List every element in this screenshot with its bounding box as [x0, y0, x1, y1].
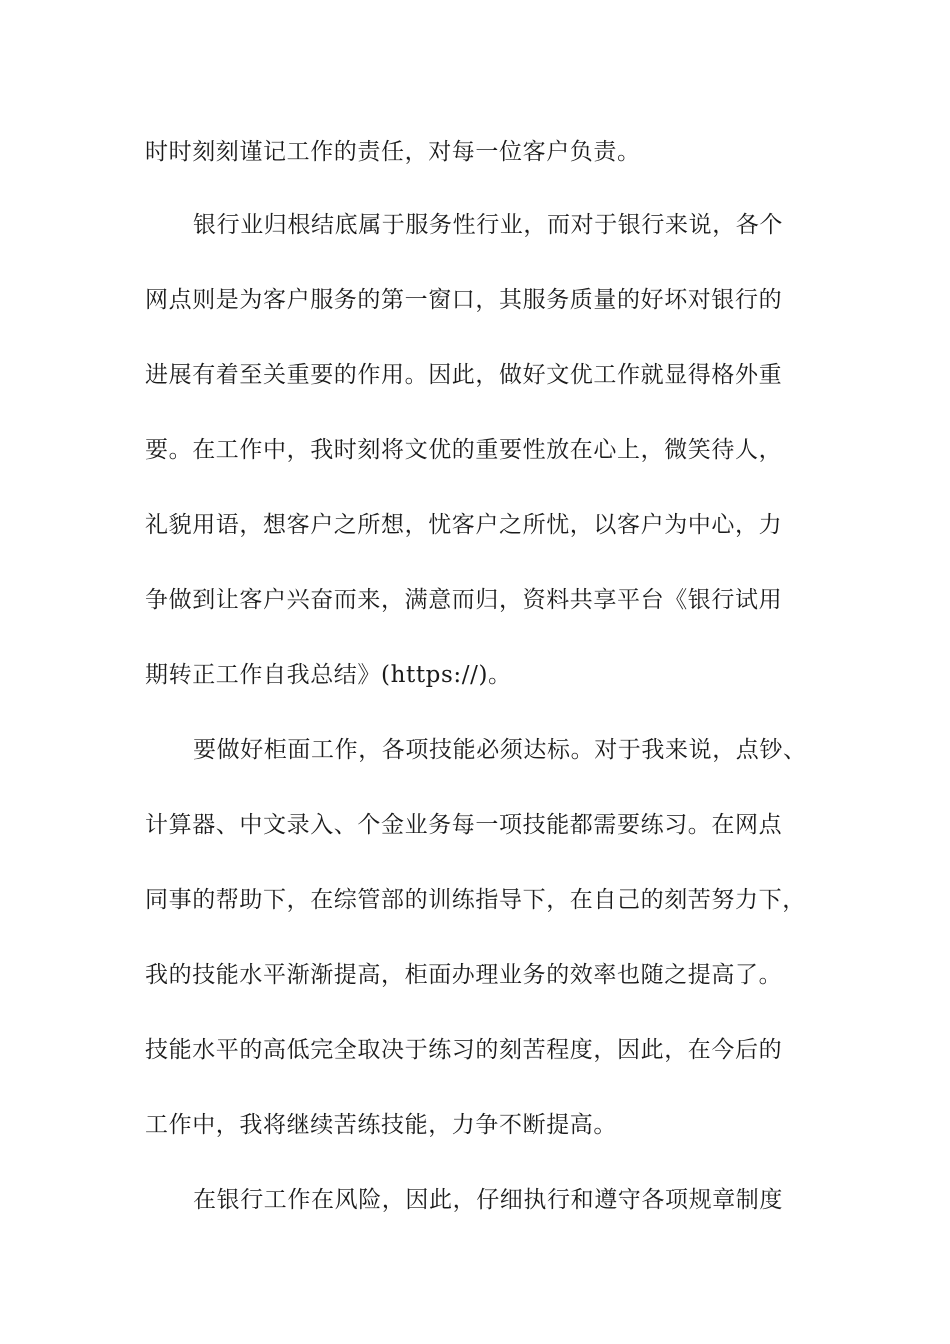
text-line: 期转正工作自我总结》(https://)。: [145, 662, 512, 688]
text-line: 同事的帮助下，在综管部的训练指导下，在自己的刻苦努力下，: [145, 887, 806, 913]
text-line: 我的技能水平渐渐提高，柜面办理业务的效率也随之提高了。: [145, 962, 783, 988]
paragraph-first-line: 银行业归根结底属于服务性行业，而对于银行来说，各个: [193, 212, 783, 238]
text-line: 网点则是为客户服务的第一窗口，其服务质量的好坏对银行的: [145, 287, 783, 313]
text-line: 礼貌用语，想客户之所想，忧客户之所忧，以客户为中心，力: [145, 512, 783, 538]
text-line: 争做到让客户兴奋而来，满意而归，资料共享平台《银行试用: [145, 587, 783, 613]
text-line: 技能水平的高低完全取决于练习的刻苦程度，因此，在今后的: [145, 1037, 783, 1063]
text-line: 计算器、中文录入、个金业务每一项技能都需要练习。在网点: [145, 812, 783, 838]
text-line: 时时刻刻谨记工作的责任，对每一位客户负责。: [145, 139, 641, 165]
text-line: 工作中，我将继续苦练技能，力争不断提高。: [145, 1112, 617, 1138]
text-line: 进展有着至关重要的作用。因此，做好文优工作就显得格外重: [145, 362, 783, 388]
text-line: 要。在工作中，我时刻将文优的重要性放在心上，微笑待人，: [145, 437, 783, 463]
paragraph-first-line: 要做好柜面工作，各项技能必须达标。对于我来说，点钞、: [193, 737, 807, 763]
paragraph-first-line: 在银行工作在风险，因此，仔细执行和遵守各项规章制度: [193, 1187, 783, 1213]
